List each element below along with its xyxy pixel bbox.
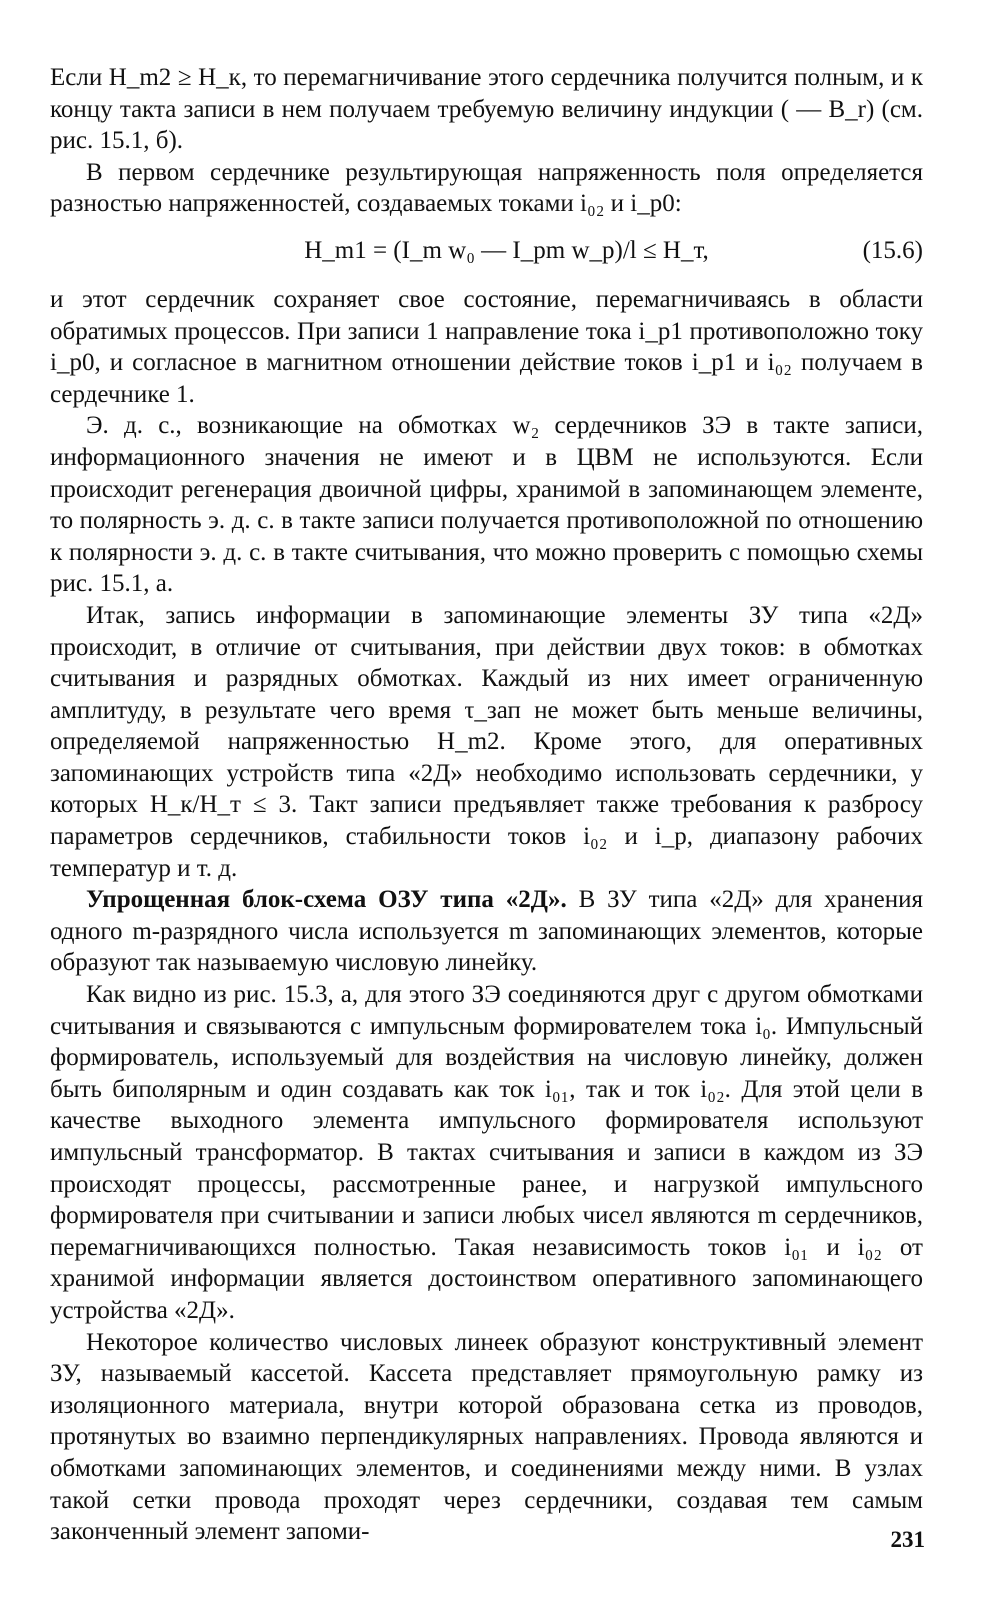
paragraph-1: Если H_m2 ≥ H_к, то перемагничивание этого сердечника получится полным, и к концу такта записи в нем получаем требуемую величину индукции ( — B_r) (см. рис. 15.1, б). <box>50 64 923 155</box>
section-paragraph <box>50 884 923 979</box>
formula-number: (15.6) <box>862 237 923 265</box>
formula-15-6 <box>50 224 923 278</box>
page-text <box>50 62 923 1548</box>
paragraph-4: Э. д. с., возникающие на обмотках w₂ сердечников ЗЭ в такте записи, информационного значения не имеют и в ЦВМ не используются. Если происходит регенерация двоичной цифры, хранимой в запоминающем элементе, то полярность э. д. с. в такте записи получается противоположной по отношению к полярности э. д. с. в такте считывания, что можно проверить с помощью схемы рис. 15.1, а. <box>50 412 923 598</box>
paragraph-8: Некоторое количество числовых линеек образуют конструктивный элемент ЗУ, называемый кассетой. Кассета представляет прямоугольную рамку из изоляционного материала, внутри которой образована сетка из проводов, протянутых во взаимно перпендикулярных направлениях. Провода являются и обмотками запоминающих элементов, и соединениями между ними. В узлах такой сетки провода проходят через сердечники, создавая тем самым законченный элемент запоми- <box>50 1328 923 1546</box>
section-text: В ЗУ типа «2Д» для хранения одного m-разрядного числа используется m запоминающих элементов, которые образуют так называемую числовую линейку. <box>50 886 923 977</box>
formula-body: H_m1 = (I_m w₀ — I_pm w_p)/l ≤ H_т, <box>304 237 709 265</box>
paragraph-5: Итак, запись информации в запоминающие элементы ЗУ типа «2Д» происходит, в отличие от считывания, при действии двух токов: в обмотках считывания и разрядных обмотках. Каждый из них имеет ограниченную амплитуду, в результате чего время τ_зап не может быть меньше величины, определяемой напряженностью H_m2. Кроме этого, для оперативных запоминающих устройств типа «2Д» необходимо использовать сердечники, у которых H_к/H_т ≤ 3. Такт записи предъявляет также требования к разбросу параметров сердечников, стабильности токов i₀₂ и i_p, диапазону рабочих температур и т. д. <box>50 601 923 882</box>
page-number: 231 <box>890 1527 925 1552</box>
section-heading: Упрощенная блок-схема ОЗУ типа «2Д». <box>86 886 567 914</box>
paragraph-7: Как видно из рис. 15.3, а, для этого ЗЭ соединяются друг с другом обмотками считывания и связываются с импульсным формирователем тока i₀. Импульсный формирователь, используемый для воздействия на числовую линейку, должен быть биполярным и один создавать как ток i₀₁, так и ток i₀₂. Для этой цели в качестве выходного элемента импульсного формирователя используют импульсный трансформатор. В тактах считывания и записи в каждом из ЗЭ происходят процессы, рассмотренные ранее, и нагрузкой импульсного формирователя при считывании и записи любых чисел являются m сердечников, перемагничивающихся полностью. Такая независимость токов i₀₁ и i₀₂ от хранимой информации является достоинством оперативного запоминающего устройства «2Д». <box>50 981 923 1324</box>
paragraph-2: В первом сердечнике результирующая напряженность поля определяется разностью напряженностей, создаваемых токами i₀₂ и i_p0: <box>50 158 923 218</box>
paragraph-3: и этот сердечник сохраняет свое состояние, перемагничиваясь в области обратимых процессов. При записи 1 направление тока i_p1 противоположно току i_p0, и согласное в магнитном отношении действие токов i_p1 и i₀₂ получаем в сердечнике 1. <box>50 285 923 408</box>
